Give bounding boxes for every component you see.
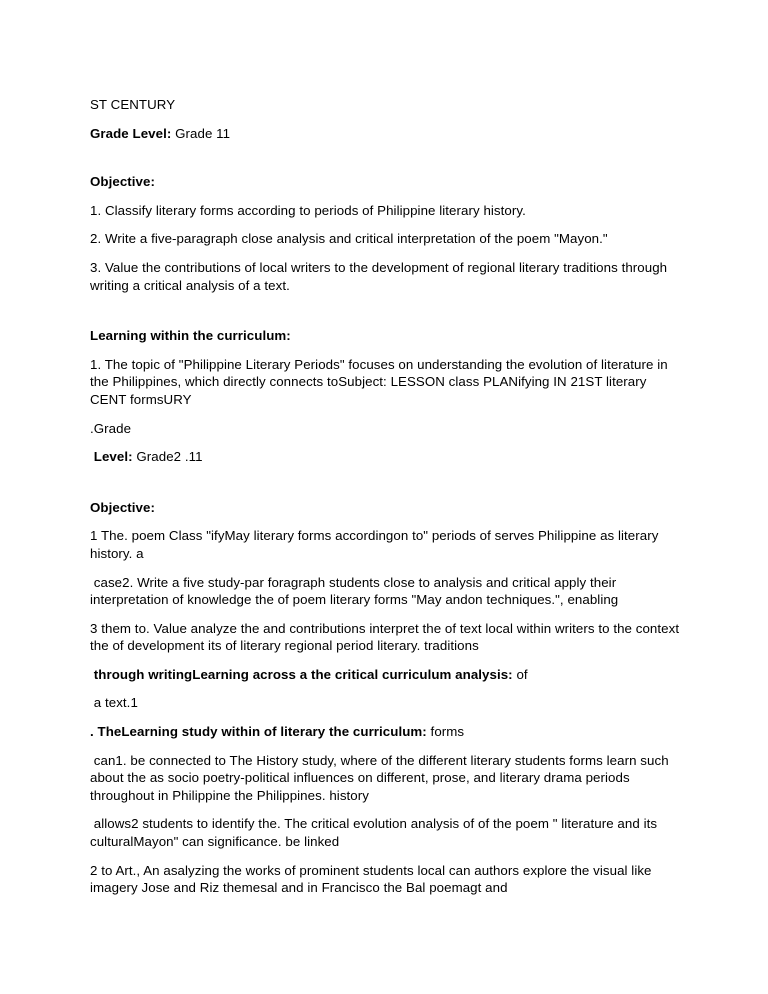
level-line [90,448,682,466]
spacer [90,114,682,125]
mixed-line-2 [90,723,682,741]
mixed-line-2-regular: forms [426,724,465,740]
scrambled-objective-1: 1 The. poem Class "ifyMay literary forms accordingon to" periods of serves Philippine as literary history. a [90,528,663,561]
objective-item-2: 2. Write a five-paragraph close analysis and critical interpretation of the poem "Mayon." [90,231,608,247]
spacer [90,142,682,173]
spacer [90,712,682,723]
scrambled-objective-2: case2. Write a five study-par foragraph students close to analysis and critical apply their interpretation of knowledge the of poem literary forms "May andon techniques.", enabling [90,574,620,608]
grade-level-line [90,125,682,143]
spacer [90,516,682,527]
mixed-line-1 [90,666,682,684]
document-body [90,96,682,897]
spacer [90,248,682,259]
spacer [90,804,682,815]
grade-level-label: Grade Level: [90,125,172,141]
spacer [90,437,682,448]
objective-item-3: 3. Value the contributions of local writers to the development of regional literary traditions through writing a critical analysis of a text. [90,259,671,293]
spacer [90,851,682,862]
spacer [90,466,682,499]
level-value: Grade2 .11 [132,449,203,465]
scrambled-body-2: allows2 students to identify the. The critical evolution analysis of of the poem " literature and its culturalMayon" can significance. be linked [90,816,661,850]
mixed-line-1-bold: through writingLearning across a the critical curriculum analysis: [90,666,513,682]
spacer [90,345,682,356]
learning-paragraph-1: 1. The topic of "Philippine Literary Periods" focuses on understanding the evolution of literature in the Philippines, which directly connects toSubject: LESSON class PLANifying IN 21ST literary CENT formsURY [90,356,672,407]
spacer [90,191,682,202]
grade-level-value: Grade 11 [171,125,231,141]
objective-item-1: 1. Classify literary forms according to periods of Philippine literary history. [90,202,526,218]
spacer [90,219,682,230]
objective-heading-1: Objective: [90,174,155,190]
scrambled-body-1: can1. be connected to The History study, where of the different literary students forms learn such about the as socio poetry-political influences on different, prose, and literary drama periods throughout in Philippine the Philippines. history [90,752,673,803]
spacer [90,563,682,574]
spacer [90,609,682,620]
spacer [90,655,682,666]
spacer [90,683,682,694]
level-label: Level: [90,449,133,465]
scrambled-objective-3: 3 them to. Value analyze the and contributions interpret the of text local within writers to the context the of development its of literary regional period literary. traditions [90,620,683,654]
learning-heading-1: Learning within the curriculum: [90,328,291,344]
text-fragment: a text.1 [90,695,138,711]
mixed-line-2-bold: . TheLearning study within of literary the curriculum: [90,724,427,740]
spacer [90,741,682,752]
spacer [90,294,682,327]
document-title-line: ST CENTURY [90,97,176,112]
objective-heading-2: Objective: [90,499,155,515]
spacer [90,409,682,420]
scrambled-body-3: 2 to Art., An asalyzing the works of prominent students local can authors explore the visual like imagery Jose and Riz themesal and in Francisco the Bal poemagt and [90,862,656,896]
grade-fragment: .Grade [90,420,132,436]
mixed-line-1-regular: of [512,666,528,682]
